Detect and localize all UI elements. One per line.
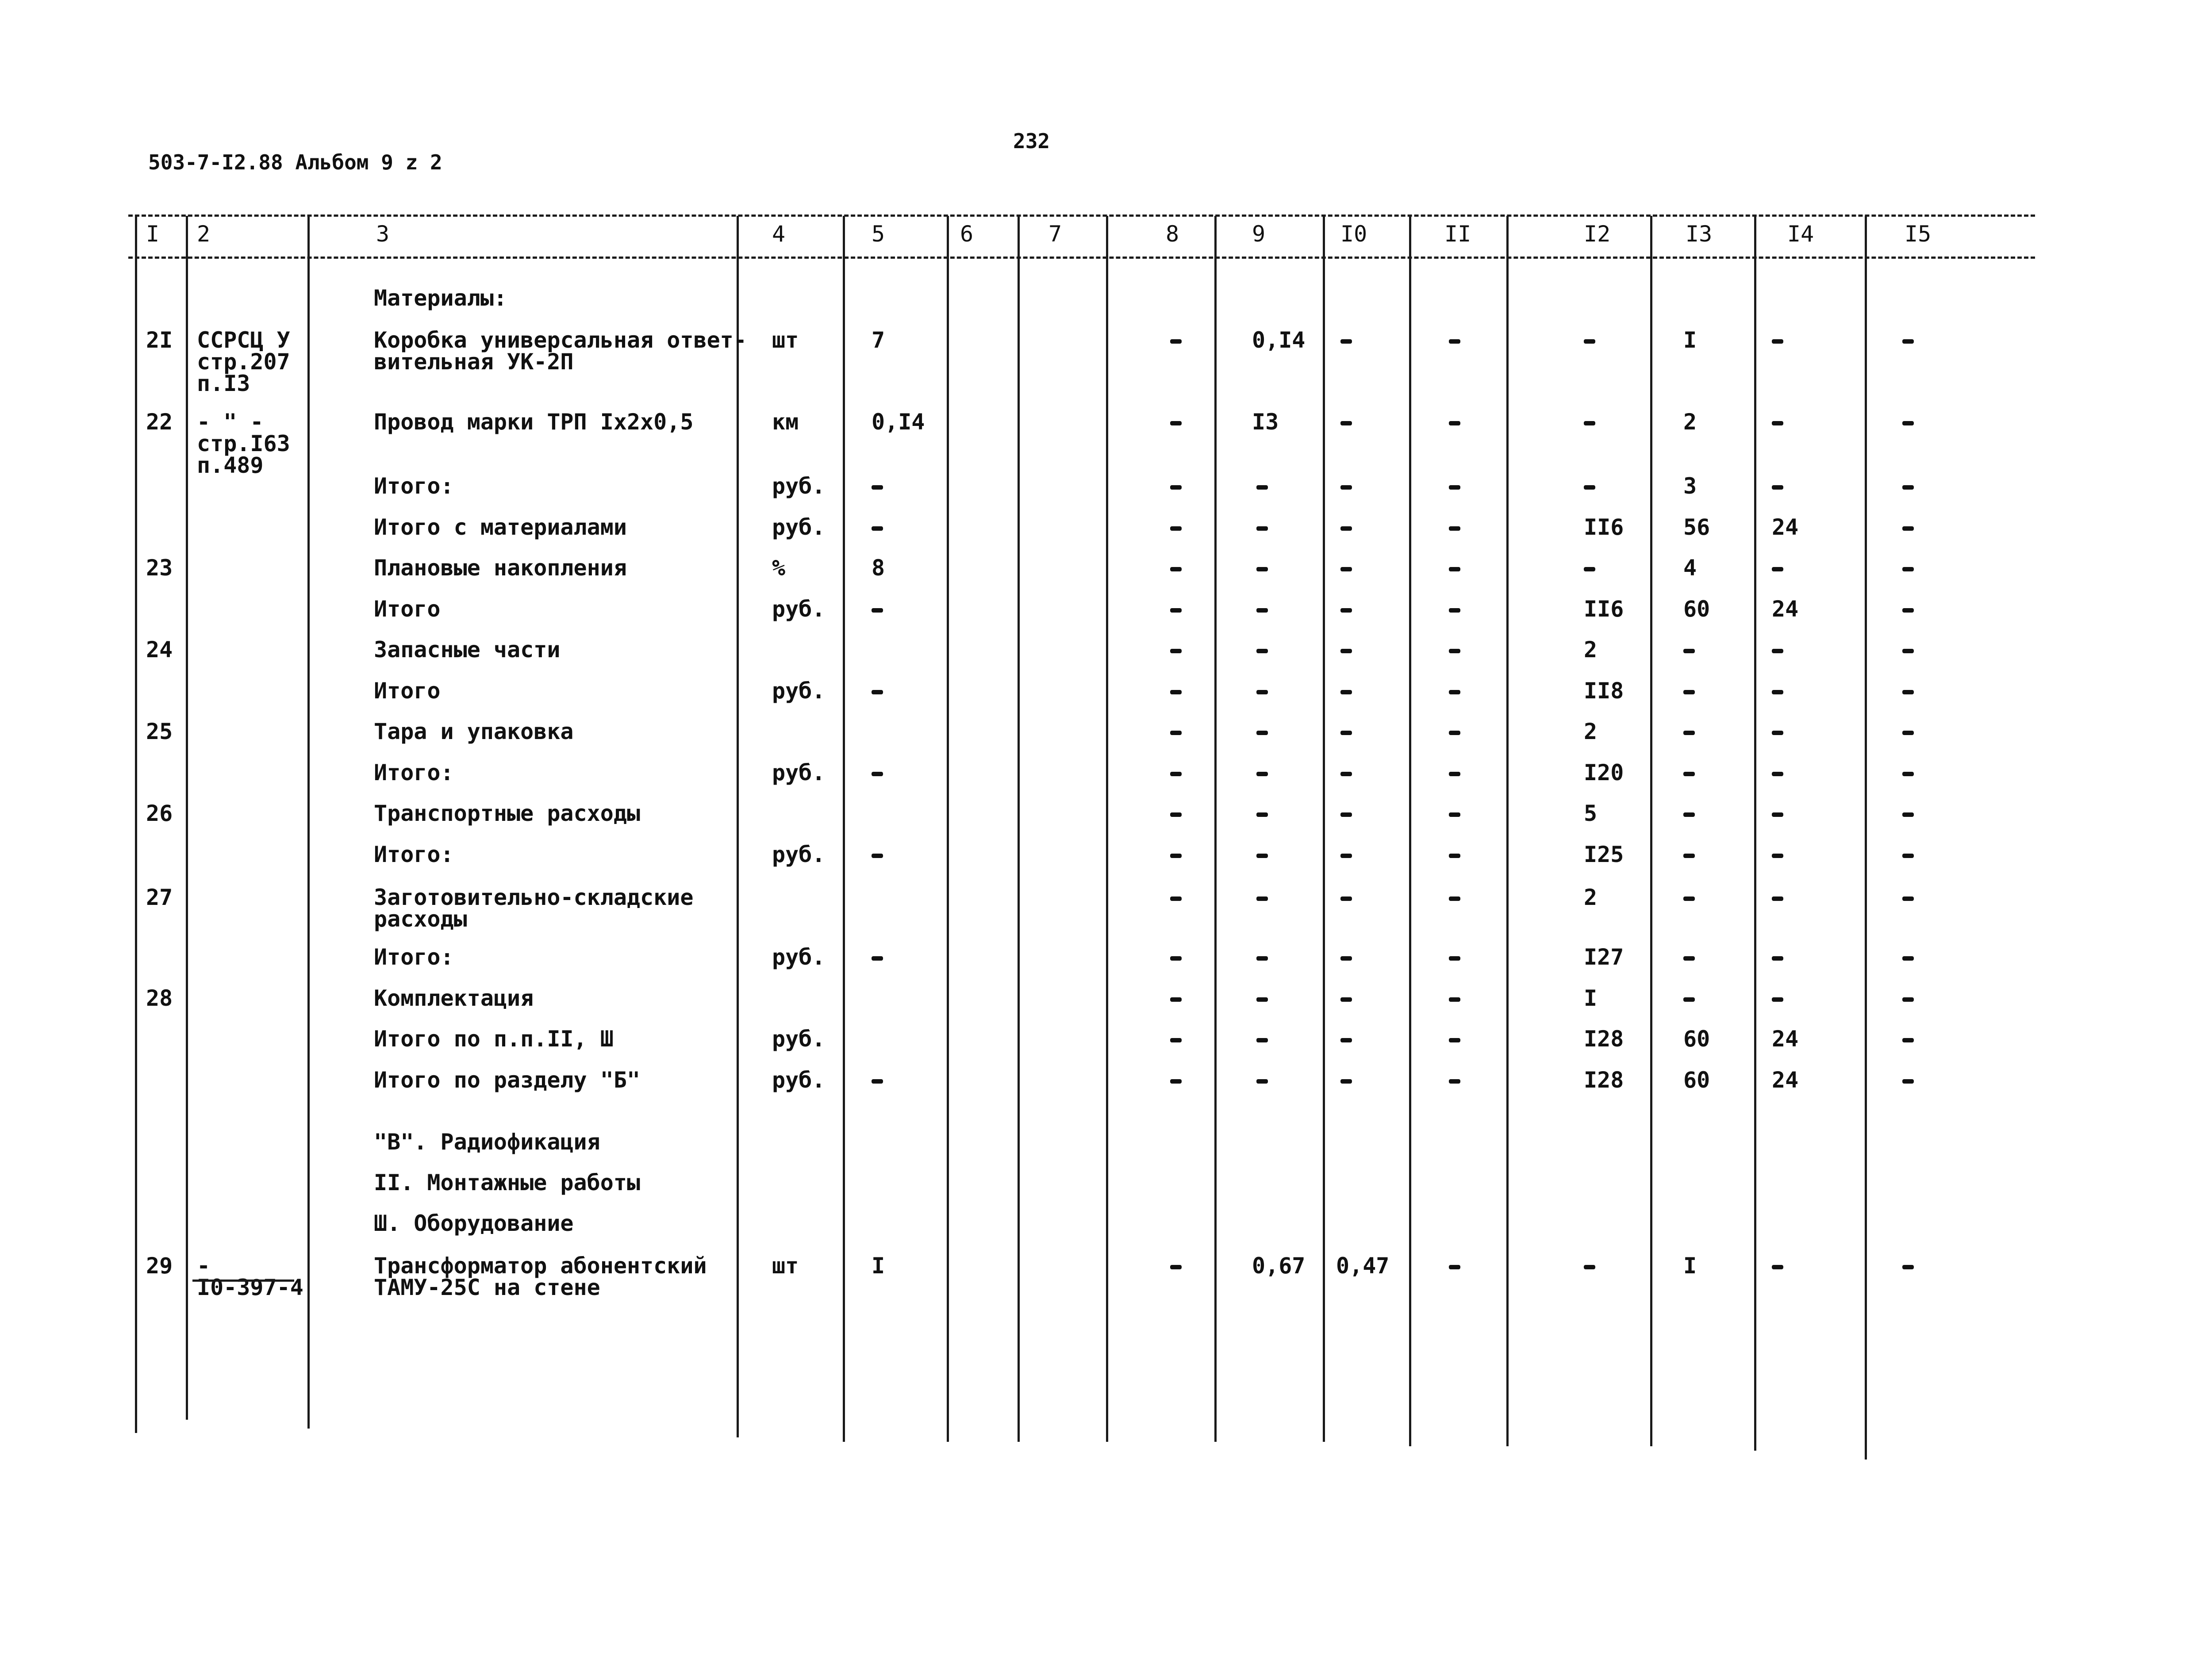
page-number: 232 [1013, 129, 1050, 153]
dash-mark [1170, 896, 1182, 901]
dash-mark [1902, 896, 1914, 901]
dash-mark [1256, 772, 1268, 776]
column-header: I [146, 221, 160, 247]
row-number: 28 [146, 985, 173, 1011]
value-cell: 24 [1772, 596, 1799, 622]
row-number: 27 [146, 885, 173, 910]
dash-mark [1584, 1265, 1595, 1269]
column-header: 3 [376, 221, 390, 247]
value-cell: I3 [1252, 409, 1279, 435]
value-cell: 4 [1683, 555, 1697, 581]
column-header: 7 [1048, 221, 1062, 247]
value-cell: 56 [1683, 514, 1710, 540]
dash-mark [1340, 854, 1352, 858]
value-cell: II6 [1584, 596, 1624, 622]
column-header: 9 [1252, 221, 1266, 247]
dash-mark [1584, 339, 1595, 344]
unit-cell: шт [772, 1253, 799, 1279]
column-header: 4 [772, 221, 786, 247]
item-description: Провод марки ТРП Iх2х0,5 [374, 409, 694, 435]
dash-mark [1340, 339, 1352, 344]
dash-mark [1340, 1038, 1352, 1042]
unit-cell: руб. [772, 596, 826, 622]
column-header: I0 [1340, 221, 1367, 247]
dash-mark [1449, 812, 1460, 817]
dash-mark [872, 854, 883, 858]
dash-mark [1772, 956, 1783, 961]
unit-cell: % [772, 555, 786, 581]
dash-mark [1340, 526, 1352, 531]
dash-mark [1170, 997, 1182, 1002]
dash-mark [1902, 690, 1914, 694]
dash-mark [1584, 485, 1595, 490]
dash-mark [1449, 1265, 1460, 1269]
value-cell: I25 [1584, 842, 1624, 867]
item-description: Транспортные расходы [374, 801, 641, 826]
dash-mark [872, 772, 883, 776]
column-header: I3 [1686, 221, 1713, 247]
value-cell: 2 [1683, 409, 1697, 435]
value-cell: II8 [1584, 678, 1624, 704]
row-number: 26 [146, 801, 173, 826]
dash-mark [1902, 485, 1914, 490]
dash-mark [872, 608, 883, 613]
dash-mark [1449, 956, 1460, 961]
dash-mark [1449, 567, 1460, 571]
value-cell: 24 [1772, 1067, 1799, 1093]
dash-mark [1683, 956, 1695, 961]
dash-mark [1256, 997, 1268, 1002]
dash-mark [872, 690, 883, 694]
value-cell: 5 [1584, 801, 1598, 826]
dash-mark [1170, 526, 1182, 531]
item-description: Заготовительно-складские расходы [374, 885, 694, 932]
header-bottom-rule [128, 257, 2035, 259]
dash-mark [1170, 421, 1182, 425]
dash-mark [1449, 772, 1460, 776]
dash-mark [1902, 608, 1914, 613]
fraction-rule [192, 1280, 294, 1282]
row-number: 2I [146, 327, 173, 353]
dash-mark [1256, 812, 1268, 817]
column-rule [843, 216, 845, 1442]
item-description: Плановые накопления [374, 555, 627, 581]
dash-mark [1256, 649, 1268, 653]
dash-mark [1772, 854, 1783, 858]
dash-mark [1340, 690, 1352, 694]
column-header: II [1444, 221, 1471, 247]
column-header: 2 [197, 221, 211, 247]
dash-mark [1256, 731, 1268, 735]
dash-mark [1340, 608, 1352, 613]
value-cell: 60 [1683, 1026, 1710, 1052]
value-cell: 2 [1584, 885, 1598, 910]
dash-mark [872, 1079, 883, 1084]
dash-mark [1902, 567, 1914, 571]
value-cell: II6 [1584, 514, 1624, 540]
dash-mark [1340, 485, 1352, 490]
row-number: 23 [146, 555, 173, 581]
dash-mark [1170, 567, 1182, 571]
item-description: Итого: [374, 760, 454, 785]
dash-mark [1340, 896, 1352, 901]
dash-mark [1170, 812, 1182, 817]
dash-mark [1449, 1038, 1460, 1042]
dash-mark [1449, 649, 1460, 653]
dash-mark [1256, 608, 1268, 613]
value-cell: 60 [1683, 596, 1710, 622]
dash-mark [1683, 854, 1695, 858]
column-rule [1865, 216, 1867, 1460]
dash-mark [1256, 1079, 1268, 1084]
header-top-rule [128, 215, 2035, 217]
dash-mark [1449, 421, 1460, 425]
value-cell: 8 [872, 555, 885, 581]
column-rule [1506, 216, 1509, 1446]
unit-cell: км [772, 409, 799, 435]
unit-cell: руб. [772, 678, 826, 704]
dash-mark [1170, 690, 1182, 694]
column-rule [1214, 216, 1217, 1442]
value-cell: 3 [1683, 473, 1697, 499]
item-description: Итого: [374, 944, 454, 970]
dash-mark [1256, 485, 1268, 490]
dash-mark [1902, 997, 1914, 1002]
value-cell: I [1584, 985, 1598, 1011]
dash-mark [1340, 1079, 1352, 1084]
value-cell: I28 [1584, 1026, 1624, 1052]
dash-mark [872, 485, 883, 490]
dash-mark [1170, 1038, 1182, 1042]
item-description: "В". Радиофикация [374, 1129, 600, 1155]
unit-cell: руб. [772, 473, 826, 499]
dash-mark [872, 956, 883, 961]
value-cell: 7 [872, 327, 885, 353]
dash-mark [1902, 339, 1914, 344]
rate-reference: - " - стр.I63 п.489 [197, 409, 290, 478]
value-cell: 24 [1772, 1026, 1799, 1052]
dash-mark [1683, 731, 1695, 735]
rate-reference: - I0-397-4 [197, 1253, 303, 1300]
dash-mark [1683, 690, 1695, 694]
dash-mark [1449, 608, 1460, 613]
value-cell: I27 [1584, 944, 1624, 970]
dash-mark [1170, 608, 1182, 613]
dash-mark [1902, 956, 1914, 961]
dash-mark [1683, 772, 1695, 776]
column-rule [1018, 216, 1020, 1442]
dash-mark [1902, 854, 1914, 858]
value-cell: 60 [1683, 1067, 1710, 1093]
dash-mark [1902, 649, 1914, 653]
value-cell: I [872, 1253, 885, 1279]
value-cell: 0,67 [1252, 1253, 1306, 1279]
item-description: Итого с материалами [374, 514, 627, 540]
value-cell: I [1683, 327, 1697, 353]
value-cell: 0,47 [1336, 1253, 1390, 1279]
dash-mark [1683, 896, 1695, 901]
value-cell: I20 [1584, 760, 1624, 785]
value-cell: 24 [1772, 514, 1799, 540]
dash-mark [1772, 731, 1783, 735]
dash-mark [1902, 1079, 1914, 1084]
dash-mark [1170, 649, 1182, 653]
column-rule [186, 216, 188, 1420]
dash-mark [1772, 649, 1783, 653]
dash-mark [1340, 997, 1352, 1002]
item-description: Итого [374, 678, 441, 704]
dash-mark [1449, 896, 1460, 901]
item-description: Итого по п.п.II, Ш [374, 1026, 614, 1052]
dash-mark [1772, 421, 1783, 425]
dash-mark [1340, 421, 1352, 425]
dash-mark [1772, 1265, 1783, 1269]
column-rule [1754, 216, 1756, 1451]
dash-mark [1584, 567, 1595, 571]
value-cell: 0,I4 [872, 409, 925, 435]
dash-mark [1256, 567, 1268, 571]
dash-mark [1772, 567, 1783, 571]
unit-cell: руб. [772, 1026, 826, 1052]
column-header: I5 [1905, 221, 1932, 247]
dash-mark [1449, 485, 1460, 490]
column-rule [1650, 216, 1652, 1446]
item-description: Материалы: [374, 285, 507, 311]
dash-mark [1340, 772, 1352, 776]
dash-mark [1170, 854, 1182, 858]
dash-mark [1340, 567, 1352, 571]
dash-mark [872, 526, 883, 531]
dash-mark [1902, 812, 1914, 817]
column-header: I2 [1584, 221, 1611, 247]
column-rule [947, 216, 949, 1442]
value-cell: 2 [1584, 719, 1598, 744]
item-description: Итого [374, 596, 441, 622]
dash-mark [1340, 649, 1352, 653]
dash-mark [1683, 997, 1695, 1002]
row-number: 29 [146, 1253, 173, 1279]
dash-mark [1256, 526, 1268, 531]
column-rule [135, 216, 137, 1433]
dash-mark [1449, 339, 1460, 344]
unit-cell: шт [772, 327, 799, 353]
dash-mark [1256, 896, 1268, 901]
dash-mark [1170, 485, 1182, 490]
column-header: 8 [1166, 221, 1179, 247]
value-cell: I [1683, 1253, 1697, 1279]
item-description: Тара и упаковка [374, 719, 574, 744]
dash-mark [1772, 339, 1783, 344]
value-cell: 2 [1584, 637, 1598, 663]
column-rule [1409, 216, 1411, 1446]
dash-mark [1683, 812, 1695, 817]
unit-cell: руб. [772, 514, 826, 540]
column-rule [307, 216, 310, 1429]
dash-mark [1772, 896, 1783, 901]
row-number: 22 [146, 409, 173, 435]
column-header: 6 [960, 221, 974, 247]
dash-mark [1683, 649, 1695, 653]
dash-mark [1170, 1265, 1182, 1269]
column-header: I4 [1787, 221, 1814, 247]
dash-mark [1902, 421, 1914, 425]
dash-mark [1772, 772, 1783, 776]
item-description: Итого по разделу "Б" [374, 1067, 641, 1093]
dash-mark [1772, 485, 1783, 490]
dash-mark [1902, 526, 1914, 531]
dash-mark [1449, 1079, 1460, 1084]
dash-mark [1772, 997, 1783, 1002]
item-description: Комплектация [374, 985, 534, 1011]
dash-mark [1902, 772, 1914, 776]
unit-cell: руб. [772, 760, 826, 785]
item-description: Запасные части [374, 637, 561, 663]
dash-mark [1449, 854, 1460, 858]
dash-mark [1256, 1038, 1268, 1042]
item-description: Ш. Оборудование [374, 1211, 574, 1236]
unit-cell: руб. [772, 1067, 826, 1093]
unit-cell: руб. [772, 944, 826, 970]
dash-mark [1449, 997, 1460, 1002]
dash-mark [1170, 339, 1182, 344]
value-cell: I28 [1584, 1067, 1624, 1093]
dash-mark [1256, 854, 1268, 858]
row-number: 24 [146, 637, 173, 663]
document-code: 503-7-I2.88 Альбом 9 z 2 [148, 150, 442, 174]
item-description: II. Монтажные работы [374, 1170, 641, 1195]
dash-mark [1772, 690, 1783, 694]
unit-cell: руб. [772, 842, 826, 867]
dash-mark [1584, 421, 1595, 425]
dash-mark [1170, 731, 1182, 735]
item-description: Итого: [374, 842, 454, 867]
dash-mark [1449, 731, 1460, 735]
dash-mark [1902, 1038, 1914, 1042]
dash-mark [1170, 956, 1182, 961]
column-header: 5 [872, 221, 885, 247]
dash-mark [1902, 731, 1914, 735]
row-number: 25 [146, 719, 173, 744]
column-rule [1323, 216, 1325, 1442]
dash-mark [1340, 731, 1352, 735]
rate-reference: ССРСЦ У стр.207 п.I3 [197, 327, 290, 396]
dash-mark [1449, 526, 1460, 531]
dash-mark [1170, 1079, 1182, 1084]
dash-mark [1340, 812, 1352, 817]
item-description: Итого: [374, 473, 454, 499]
dash-mark [1902, 1265, 1914, 1269]
dash-mark [1449, 690, 1460, 694]
value-cell: 0,I4 [1252, 327, 1306, 353]
column-rule [737, 216, 739, 1437]
dash-mark [1256, 690, 1268, 694]
dash-mark [1256, 956, 1268, 961]
item-description: Коробка универсальная ответ- вительная УК-2П [374, 327, 747, 375]
dash-mark [1340, 956, 1352, 961]
dash-mark [1772, 812, 1783, 817]
item-description: Трансформатор абонентский ТАМУ-25С на стене [374, 1253, 707, 1300]
dash-mark [1170, 772, 1182, 776]
column-rule [1106, 216, 1108, 1442]
